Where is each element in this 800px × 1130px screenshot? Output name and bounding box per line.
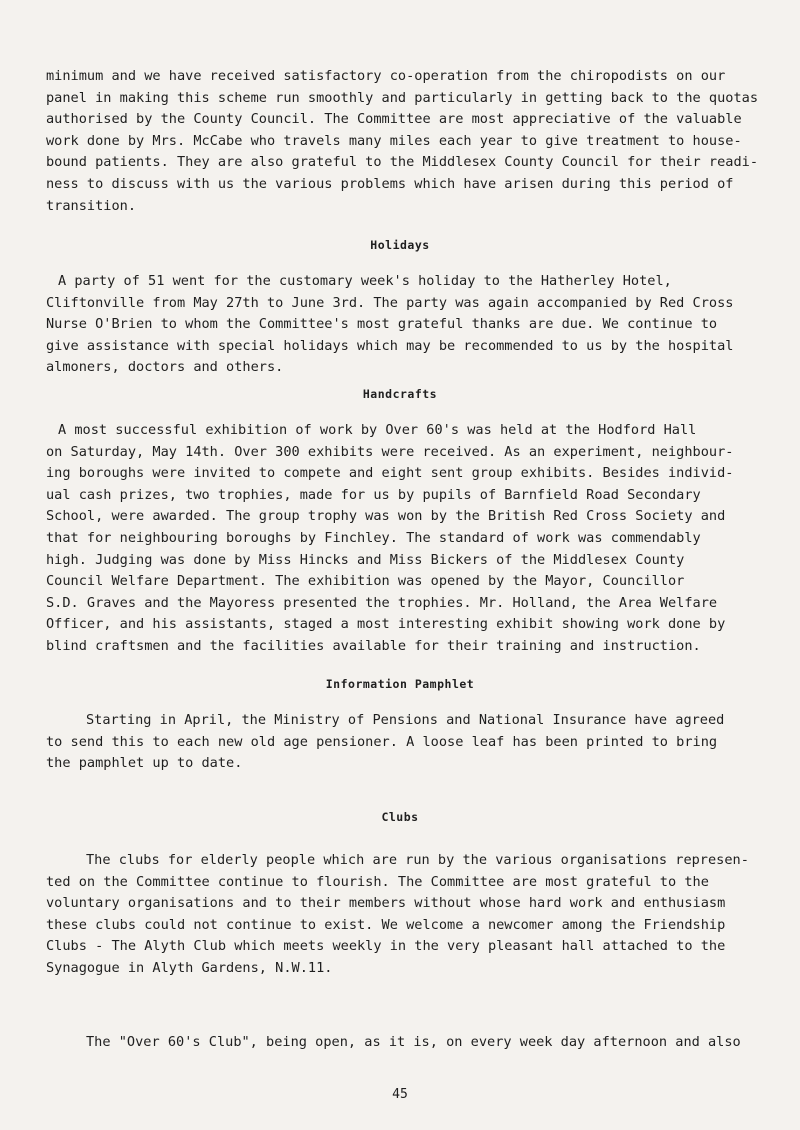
heading-handcrafts: Handcrafts	[362, 387, 438, 401]
text-line: ness to discuss with us the various problems which have arisen during this period of	[46, 175, 734, 192]
text-line: work done by Mrs. McCabe who travels many miles each year to give treatment to house-	[46, 132, 742, 149]
text-line: these clubs could not continue to exist. We welcome a newcomer among the Friendship	[46, 916, 726, 933]
heading-information-pamphlet: Information Pamphlet	[325, 677, 475, 691]
text-line: School, were awarded. The group trophy was won by the British Red Cross Society and	[46, 508, 726, 525]
text-line: transition.	[46, 197, 137, 214]
text-line: Council Welfare Department. The exhibition was opened by the Mayor, Councillor	[46, 573, 685, 590]
text-line: A party of 51 went for the customary week's holiday to the Hatherley Hotel,	[58, 273, 672, 289]
text-line: Starting in April, the Ministry of Pensions and National Insurance have agreed	[86, 712, 725, 728]
text-line: ual cash prizes, two trophies, made for us by pupils of Barnfield Road Secondary	[46, 486, 701, 503]
text-line: Cliftonville from May 27th to June 3rd. The party was again accompanied by Red Cross	[46, 294, 734, 311]
text-line: blind craftsmen and the facilities available for their training and instruction.	[46, 637, 701, 654]
text-line: ted on the Committee continue to flourish. The Committee are most grateful to the	[46, 873, 709, 890]
text-line: high. Judging was done by Miss Hincks and Miss Bickers of the Middlesex County	[46, 551, 685, 568]
text-line: voluntary organisations and to their members without whose hard work and enthusiasm	[46, 895, 726, 912]
text-line: A most successful exhibition of work by Over 60's was held at the Hodford Hall	[58, 422, 697, 438]
text-line: ing boroughs were invited to compete and eight sent group exhibits. Besides individ-	[46, 465, 734, 482]
text-line: to send this to each new old age pensioner. A loose leaf has been printed to bring	[46, 733, 718, 750]
text-line: panel in making this scheme run smoothly and particularly in getting back to the quotas	[46, 89, 759, 106]
text-line: Nurse O'Brien to whom the Committee's most grateful thanks are due. We continue to	[46, 316, 718, 333]
heading-clubs: Clubs	[381, 810, 419, 824]
text-line: give assistance with special holidays which may be recommended to us by the hospital	[46, 337, 734, 354]
text-line: S.D. Graves and the Mayoress presented the trophies. Mr. Holland, the Area Welfare	[46, 594, 718, 611]
text-line: authorised by the County Council. The Committee are most appreciative of the valuable	[46, 111, 742, 128]
text-line: almoners, doctors and others.	[46, 359, 284, 376]
text-line: on Saturday, May 14th. Over 300 exhibits were received. As an experiment, neighbour-	[46, 443, 734, 460]
paragraph-over60-club	[46, 1032, 764, 1054]
text-line: bound patients. They are also grateful to the Middlesex County Council for their readi-	[46, 154, 759, 171]
paragraph-holidays	[46, 271, 764, 379]
paragraph-clubs	[46, 850, 764, 980]
text-line: Synagogue in Alyth Gardens, N.W.11.	[46, 959, 333, 976]
text-line: that for neighbouring boroughs by Finchley. The standard of work was commendably	[46, 529, 701, 546]
text-line: Officer, and his assistants, staged a most interesting exhibit showing work done by	[46, 616, 726, 633]
text-line: Clubs - The Alyth Club which meets weekly in the very pleasant hall attached to the	[46, 938, 726, 955]
paragraph-handcrafts	[46, 420, 764, 658]
paragraph-pamphlet	[46, 710, 764, 775]
text-line: minimum and we have received satisfactory co-operation from the chiropodists on our	[46, 68, 726, 84]
paragraph-intro	[46, 66, 764, 217]
text-line: The "Over 60's Club", being open, as it is, on every week day afternoon and also	[86, 1034, 741, 1050]
text-line: the pamphlet up to date.	[46, 755, 243, 772]
page-number: 45	[392, 1087, 408, 1102]
heading-holidays: Holidays	[370, 238, 430, 252]
text-line: The clubs for elderly people which are run by the various organisations represen-	[86, 852, 749, 868]
